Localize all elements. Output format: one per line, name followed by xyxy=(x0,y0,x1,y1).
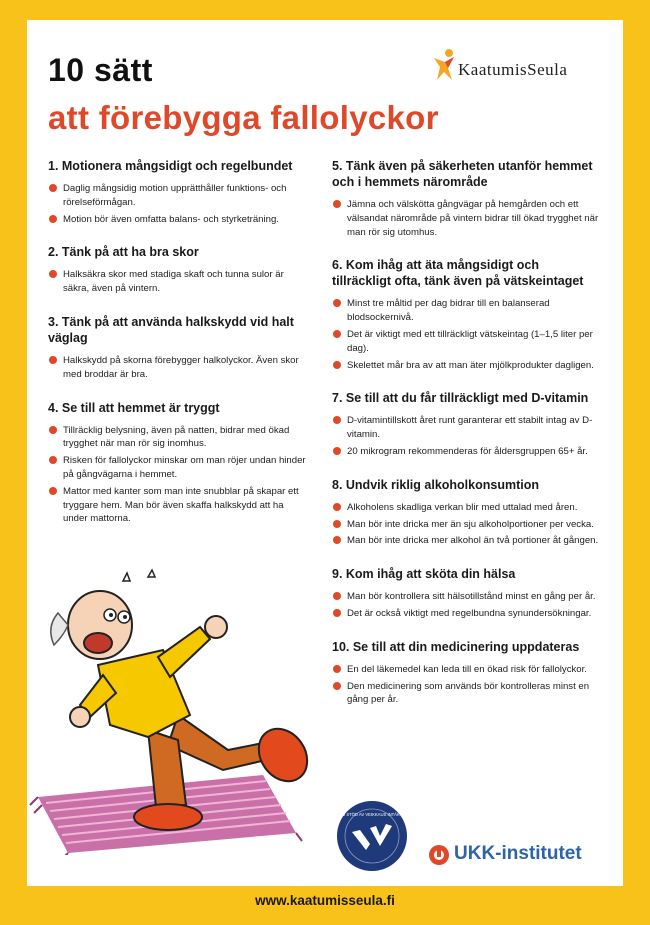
tip-heading: 9. Kom ihåg att sköta din hälsa xyxy=(332,567,516,582)
tip-item-text: Halkskydd på skorna förebygger halkolyckor. Även skor med broddar är bra. xyxy=(63,354,299,380)
badge-text: MED STÖD AV VEIKKAUS INTÄKTER xyxy=(336,812,408,817)
footer-url[interactable]: www.kaatumisseula.fi xyxy=(255,893,395,908)
bullet-dot-icon xyxy=(333,520,341,528)
tip-item-text: Risken för fallolyckor minskar om man röjer undan hinder på gångvägarna i hemmet. xyxy=(63,455,306,480)
tip-section xyxy=(332,566,600,621)
tip-section xyxy=(332,477,600,548)
tip-item-text: Jämna och välskötta gångvägar på hemgården och ett välsandat närområde på vintern bidrar till ökad trygghet när man rör sig utomhus. xyxy=(347,199,599,238)
tip-item xyxy=(332,445,600,459)
ukk-institutet-logo xyxy=(428,840,608,868)
tip-item xyxy=(332,590,600,604)
tip-heading: 5. Tänk även på säkerheten utanför hemmet och i hemmets närområde xyxy=(332,159,593,189)
bullet-dot-icon xyxy=(333,536,341,544)
left-column xyxy=(48,158,310,544)
tip-item-text: Skelettet mår bra av att man äter mjölkprodukter dagligen. xyxy=(347,359,594,371)
tip-heading: 10. Se till att din medicinering uppdateras xyxy=(332,639,580,654)
tip-item xyxy=(48,454,310,482)
tip-item-text: Tillräcklig belysning, även på natten, bidrar med ökad trygghet när man rör sig inomhus. xyxy=(63,424,290,450)
kaatumisseula-logo xyxy=(432,48,602,84)
bullet-dot-icon xyxy=(49,215,57,223)
bullet-dot-icon xyxy=(49,456,57,464)
tip-section xyxy=(48,158,310,226)
tip-item xyxy=(48,354,310,382)
bullet-dot-icon xyxy=(333,682,341,690)
tip-item xyxy=(332,297,600,325)
tip-item xyxy=(332,198,600,239)
tip-heading: 1. Motionera mångsidigt och regelbundet xyxy=(48,159,293,173)
tip-section xyxy=(48,400,310,527)
tip-section xyxy=(48,314,310,382)
tip-item xyxy=(332,518,600,532)
tip-item xyxy=(332,414,600,442)
tip-item-text: Motion bör även omfatta balans- och styrketräning. xyxy=(63,213,279,225)
tip-item-text: D-vitamintillskott året runt garanterar ett stabilt intag av D-vitamin. xyxy=(347,415,593,441)
title-line-1: 10 sätt xyxy=(48,52,153,88)
tip-heading: 7. Se till att du får tillräckligt med D-vitamin xyxy=(332,391,589,406)
tip-item-text: Minst tre måltid per dag bidrar till en balanserad blodsockernivå. xyxy=(347,298,550,324)
tip-item xyxy=(332,663,600,677)
tip-item xyxy=(332,501,600,515)
tip-item-text: Man bör inte dricka mer än sju alkoholportioner per vecka. xyxy=(347,518,594,530)
tip-item xyxy=(332,328,600,356)
tip-item-text: En del läkemedel kan leda till en ökad risk för fallolyckor. xyxy=(347,663,587,675)
tip-item xyxy=(332,359,600,373)
tip-heading: 6. Kom ihåg att äta mångsidigt och tillräckligt ofta, tänk även på vätskeintaget xyxy=(332,258,584,289)
tip-heading: 8. Undvik riklig alkoholkonsumtion xyxy=(332,477,539,492)
bullet-dot-icon xyxy=(333,592,341,600)
tip-heading: 4. Se till att hemmet är tryggt xyxy=(48,400,220,415)
veikkaus-support-badge xyxy=(336,800,408,872)
tip-section xyxy=(332,158,600,239)
bullet-dot-icon xyxy=(333,503,341,511)
tip-item-text: Det är också viktigt med regelbundna synundersökningar. xyxy=(347,607,592,619)
bullet-dot-icon xyxy=(333,200,341,208)
logo-text: KaatumisSeula xyxy=(458,60,568,79)
bullet-dot-icon xyxy=(333,609,341,617)
bullet-dot-icon xyxy=(333,665,341,673)
bullet-dot-icon xyxy=(49,270,57,278)
ukk-logo-icon xyxy=(428,844,450,866)
tip-item-text: Det är viktigt med ett tillräckligt vätskeintag (1–1,5 liter per dag). xyxy=(347,328,593,354)
bullet-dot-icon xyxy=(333,361,341,369)
bullet-dot-icon xyxy=(49,184,57,192)
tip-item-text: Halksäkra skor med stadiga skaft och tunna sulor är säkra, även på vintern. xyxy=(63,269,284,295)
tip-section xyxy=(332,257,600,372)
tip-item xyxy=(332,534,600,548)
tip-item-text: Daglig mångsidig motion upprätthåller funktions- och rörelseförmågan. xyxy=(63,183,287,208)
tip-item-text: Mattor med kanter som man inte snubblar på skapar ett tryggare hem. Man bör även skaffa halkskydd att ha under mattorna. xyxy=(63,485,299,525)
bullet-dot-icon xyxy=(333,330,341,338)
falling-man-illustration xyxy=(28,565,318,855)
tip-item-text: Alkoholens skadliga verkan blir med uttalad med åren. xyxy=(347,501,578,513)
tip-heading: 3. Tänk på att använda halkskydd vid halt väglag xyxy=(48,314,294,345)
tip-item-text: 20 mikrogram rekommenderas för åldersgruppen 65+ år. xyxy=(347,445,588,457)
right-column xyxy=(332,158,600,725)
ukk-text: UKK-institutet xyxy=(454,843,582,864)
tip-section xyxy=(48,244,310,296)
tip-item-text: Man bör kontrollera sitt hälsotillstånd minst en gång per år. xyxy=(347,591,596,603)
tip-item xyxy=(48,485,310,526)
figure-icon xyxy=(432,48,458,82)
tip-item xyxy=(332,607,600,621)
tip-item xyxy=(48,268,310,296)
bullet-dot-icon xyxy=(333,447,341,455)
bullet-dot-icon xyxy=(49,356,57,364)
tip-heading: 2. Tänk på att ha bra skor xyxy=(48,245,199,260)
bullet-dot-icon xyxy=(333,416,341,424)
tip-item xyxy=(48,182,310,210)
tip-item xyxy=(48,424,310,452)
tip-item xyxy=(48,213,310,227)
tip-section xyxy=(332,390,600,458)
bullet-dot-icon xyxy=(49,487,57,495)
tip-item-text: Den medicinering som används bör kontrolleras minst en gång per år. xyxy=(347,680,590,706)
bullet-dot-icon xyxy=(333,299,341,307)
tip-item-text: Man bör inte dricka mer alkohol än två portioner åt gången. xyxy=(347,535,599,547)
tip-section xyxy=(332,639,600,707)
tip-item xyxy=(332,680,600,708)
bullet-dot-icon xyxy=(49,426,57,434)
title-line-2: att förebygga fallolyckor xyxy=(48,99,439,136)
